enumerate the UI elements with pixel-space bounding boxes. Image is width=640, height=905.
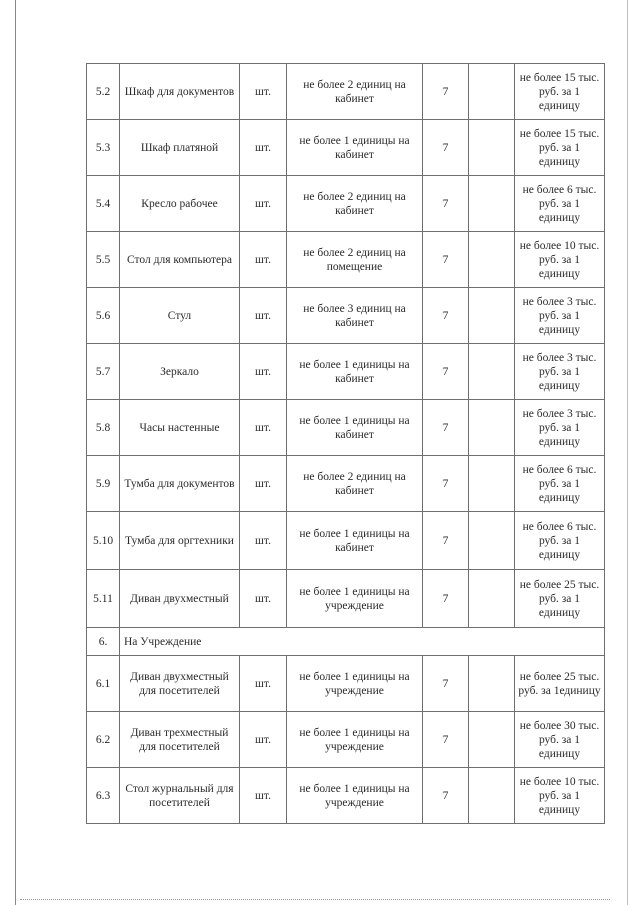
extra-cell — [469, 64, 515, 120]
section-title: На Учреждение — [120, 628, 605, 656]
table-row — [87, 656, 605, 712]
item-name: Тумба для документов — [120, 456, 240, 512]
page-edge-left — [15, 0, 16, 905]
unit: шт. — [240, 768, 287, 824]
table-row — [87, 400, 605, 456]
extra-cell — [469, 456, 515, 512]
norms-table — [86, 63, 605, 824]
item-name: Диван двухместный для посетителей — [120, 656, 240, 712]
section-row — [87, 628, 605, 656]
price-norm: не более 15 тыс. руб. за 1 единицу — [515, 64, 605, 120]
unit: шт. — [240, 570, 287, 628]
row-number: 5.8 — [87, 400, 120, 456]
quantity-norm: не более 1 единицы на кабинет — [287, 512, 423, 570]
quantity-norm: не более 3 единиц на кабинет — [287, 288, 423, 344]
table-row — [87, 712, 605, 768]
unit: шт. — [240, 176, 287, 232]
row-number: 6.1 — [87, 656, 120, 712]
table-row — [87, 570, 605, 628]
unit: шт. — [240, 232, 287, 288]
section-number: 6. — [87, 628, 120, 656]
extra-cell — [469, 768, 515, 824]
unit: шт. — [240, 64, 287, 120]
extra-cell — [469, 712, 515, 768]
extra-cell — [469, 512, 515, 570]
table-row — [87, 232, 605, 288]
price-norm: не более 6 тыс. руб. за 1 единицу — [515, 512, 605, 570]
price-norm: не более 6 тыс. руб. за 1 единицу — [515, 176, 605, 232]
extra-cell — [469, 176, 515, 232]
quantity-norm: не более 1 единицы на кабинет — [287, 120, 423, 176]
quantity-norm: не более 1 единицы на учреждение — [287, 656, 423, 712]
price-norm: не более 3 тыс. руб. за 1 единицу — [515, 288, 605, 344]
extra-cell — [469, 232, 515, 288]
service-term: 7 — [423, 712, 469, 768]
item-name: Кресло рабочее — [120, 176, 240, 232]
price-norm: не более 3 тыс. руб. за 1 единицу — [515, 344, 605, 400]
item-name: Стул — [120, 288, 240, 344]
row-number: 5.5 — [87, 232, 120, 288]
service-term: 7 — [423, 400, 469, 456]
service-term: 7 — [423, 64, 469, 120]
quantity-norm: не более 2 единиц на кабинет — [287, 64, 423, 120]
unit: шт. — [240, 120, 287, 176]
price-norm: не более 15 тыс. руб. за 1 единицу — [515, 120, 605, 176]
service-term: 7 — [423, 768, 469, 824]
item-name: Часы настенные — [120, 400, 240, 456]
row-number: 6.3 — [87, 768, 120, 824]
quantity-norm: не более 2 единиц на кабинет — [287, 456, 423, 512]
service-term: 7 — [423, 512, 469, 570]
quantity-norm: не более 1 единицы на кабинет — [287, 400, 423, 456]
row-number: 5.11 — [87, 570, 120, 628]
service-term: 7 — [423, 120, 469, 176]
table-row — [87, 344, 605, 400]
extra-cell — [469, 288, 515, 344]
table-row — [87, 120, 605, 176]
price-norm: не более 25 тыс. руб. за 1 единицу — [515, 570, 605, 628]
unit: шт. — [240, 512, 287, 570]
table-row — [87, 176, 605, 232]
service-term: 7 — [423, 232, 469, 288]
table-row — [87, 512, 605, 570]
extra-cell — [469, 656, 515, 712]
table-row — [87, 288, 605, 344]
service-term: 7 — [423, 456, 469, 512]
page-edge-right — [627, 0, 628, 905]
item-name: Зеркало — [120, 344, 240, 400]
price-norm: не более 25 тыс. руб. за 1единицу — [515, 656, 605, 712]
item-name: Шкаф платяной — [120, 120, 240, 176]
table-row — [87, 456, 605, 512]
extra-cell — [469, 120, 515, 176]
extra-cell — [469, 400, 515, 456]
item-name: Тумба для оргтехники — [120, 512, 240, 570]
quantity-norm: не более 1 единицы на учреждение — [287, 570, 423, 628]
price-norm: не более 10 тыс. руб. за 1 единицу — [515, 232, 605, 288]
service-term: 7 — [423, 344, 469, 400]
item-name: Диван двухместный — [120, 570, 240, 628]
unit: шт. — [240, 712, 287, 768]
service-term: 7 — [423, 176, 469, 232]
item-name: Диван трехместный для посетителей — [120, 712, 240, 768]
quantity-norm: не более 1 единицы на кабинет — [287, 344, 423, 400]
extra-cell — [469, 344, 515, 400]
row-number: 5.4 — [87, 176, 120, 232]
service-term: 7 — [423, 656, 469, 712]
price-norm: не более 10 тыс. руб. за 1 единицу — [515, 768, 605, 824]
table-row — [87, 64, 605, 120]
unit: шт. — [240, 288, 287, 344]
item-name: Шкаф для документов — [120, 64, 240, 120]
unit: шт. — [240, 456, 287, 512]
row-number: 5.6 — [87, 288, 120, 344]
extra-cell — [469, 570, 515, 628]
unit: шт. — [240, 344, 287, 400]
quantity-norm: не более 2 единиц на помещение — [287, 232, 423, 288]
page-edge-bottom — [20, 899, 610, 901]
unit: шт. — [240, 400, 287, 456]
quantity-norm: не более 1 единицы на учреждение — [287, 712, 423, 768]
row-number: 5.9 — [87, 456, 120, 512]
table-row — [87, 768, 605, 824]
item-name: Стол для компьютера — [120, 232, 240, 288]
price-norm: не более 3 тыс. руб. за 1 единицу — [515, 400, 605, 456]
service-term: 7 — [423, 288, 469, 344]
price-norm: не более 30 тыс. руб. за 1 единицу — [515, 712, 605, 768]
row-number: 5.3 — [87, 120, 120, 176]
item-name: Стол журнальный для посетителей — [120, 768, 240, 824]
unit: шт. — [240, 656, 287, 712]
row-number: 5.7 — [87, 344, 120, 400]
quantity-norm: не более 2 единиц на кабинет — [287, 176, 423, 232]
service-term: 7 — [423, 570, 469, 628]
row-number: 5.2 — [87, 64, 120, 120]
row-number: 5.10 — [87, 512, 120, 570]
row-number: 6.2 — [87, 712, 120, 768]
quantity-norm: не более 1 единицы на учреждение — [287, 768, 423, 824]
price-norm: не более 6 тыс. руб. за 1 единицу — [515, 456, 605, 512]
